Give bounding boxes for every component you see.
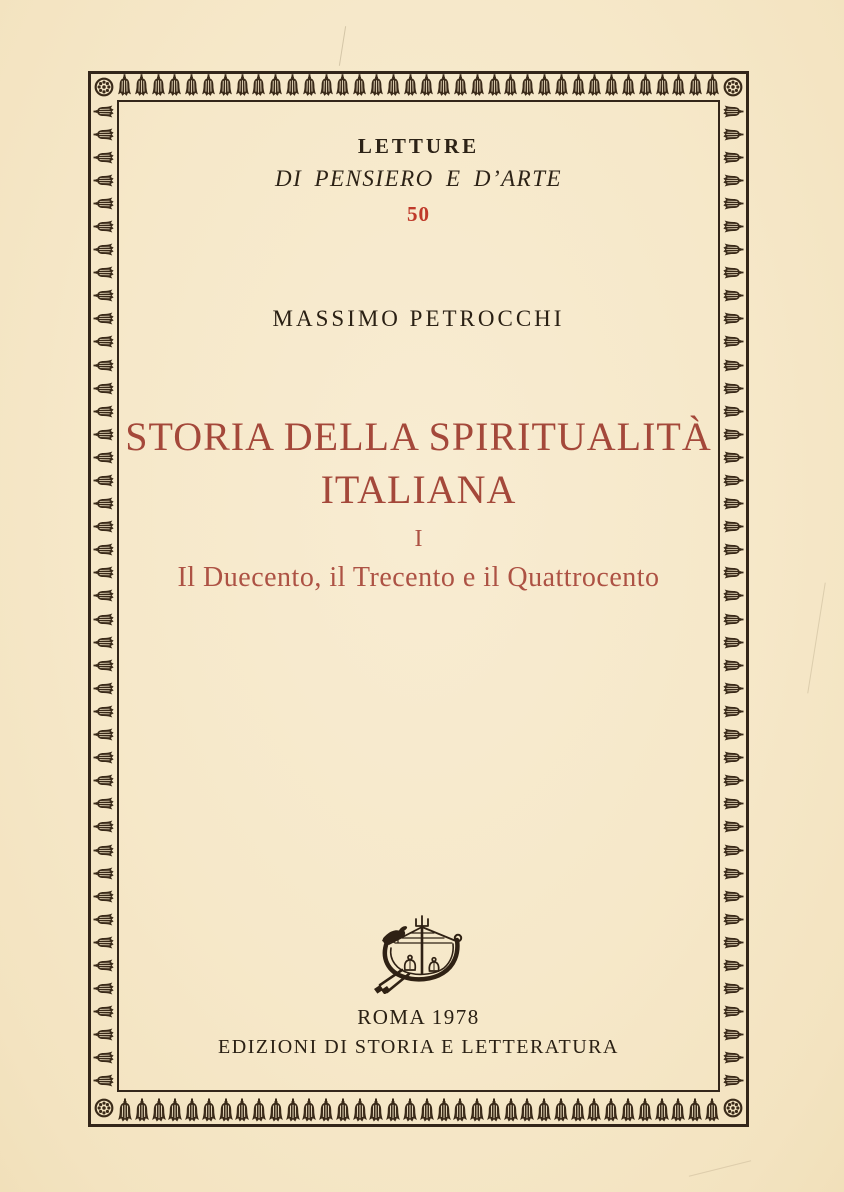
scan-artifact [339, 26, 346, 66]
author-name: MASSIMO PETROCCHI [272, 306, 565, 331]
series-number: 50 [407, 202, 430, 226]
publisher-logo [91, 914, 746, 994]
book-title [91, 410, 746, 516]
publisher-ark-dove-emblem-icon [363, 914, 475, 994]
cover-content [91, 74, 746, 1124]
scan-artifact [689, 1160, 751, 1176]
decorative-border-frame [88, 71, 749, 1127]
volume-numeral: I [414, 526, 423, 552]
imprint-publisher: EDIZIONI DI STORIA E LETTERATURA [218, 1036, 619, 1058]
book-title-line-1: STORIA DELLA SPIRITUALITÀ [125, 414, 712, 459]
scan-artifact [807, 583, 826, 694]
book-title-line-2: ITALIANA [320, 467, 517, 512]
series-title: LETTURE [357, 134, 480, 158]
series-subtitle: DI PENSIERO E D’ARTE [274, 166, 563, 191]
volume-subtitle: Il Duecento, il Trecento e il Quattrocento [177, 562, 660, 593]
imprint-place-year: ROMA 1978 [357, 1005, 480, 1029]
